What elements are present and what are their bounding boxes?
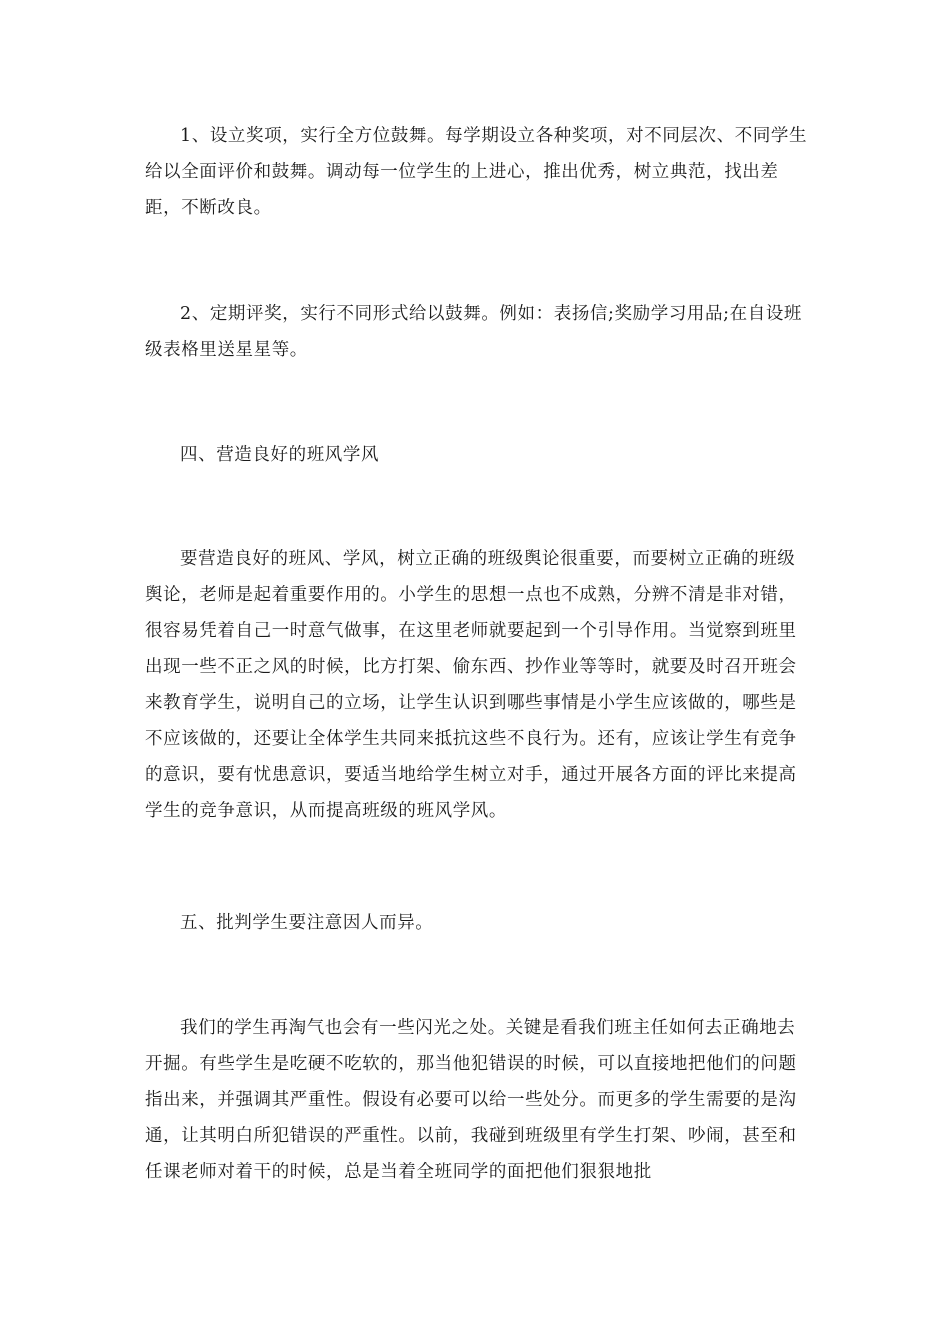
section-heading-class-culture: 四、营造良好的班风学风 (180, 445, 380, 465)
paragraph-periodic-awards: 2、定期评奖，实行不同形式给以鼓舞。例如：表扬信;奖励学习用品;在自设班级表格里送星星等。 (145, 304, 803, 360)
section-heading-criticism: 五、批判学生要注意因人而异。 (180, 913, 434, 933)
paragraph-criticism: 我们的学生再淘气也会有一些闪光之处。关键是看我们班主任如何去正确地去开掘。有些学生是吃硬不吃软的，那当他犯错误的时候，可以直接地把他们的问题指出来，并强调其严重性。假设有必要可以给一些处分。而更多的学生需要的是沟通，让其明白所犯错误的严重性。以前，我碰到班级里有学生打架、吵闹，甚至和任课老师对着干的时候，总是当着全班同学的面把他们狠狠地批 (145, 1018, 797, 1182)
paragraph-class-culture: 要营造良好的班风、学风，树立正确的班级舆论很重要，而要树立正确的班级舆论，老师是起着重要作用的。小学生的思想一点也不成熟，分辨不清是非对错，很容易凭着自己一时意气做事，在这里老师就要起到一个引导作用。当觉察到班里出现一些不正之风的时候，比方打架、偷东西、抄作业等等时，就要及时召开班会来教育学生，说明自己的立场，让学生认识到哪些事情是小学生应该做的，哪些是不应该做的，还要让全体学生共同来抵抗这些不良行为。还有，应该让学生有竞争的意识，要有忧患意识，要适当地给学生树立对手，通过开展各方面的评比来提高学生的竞争意识，从而提高班级的班风学风。 (145, 549, 797, 821)
paragraph-award-setup: 1、设立奖项，实行全方位鼓舞。每学期设立各种奖项，对不同层次、不同学生给以全面评价和鼓舞。调动每一位学生的上进心，推出优秀，树立典范，找出差距，不断改良。 (145, 126, 808, 218)
